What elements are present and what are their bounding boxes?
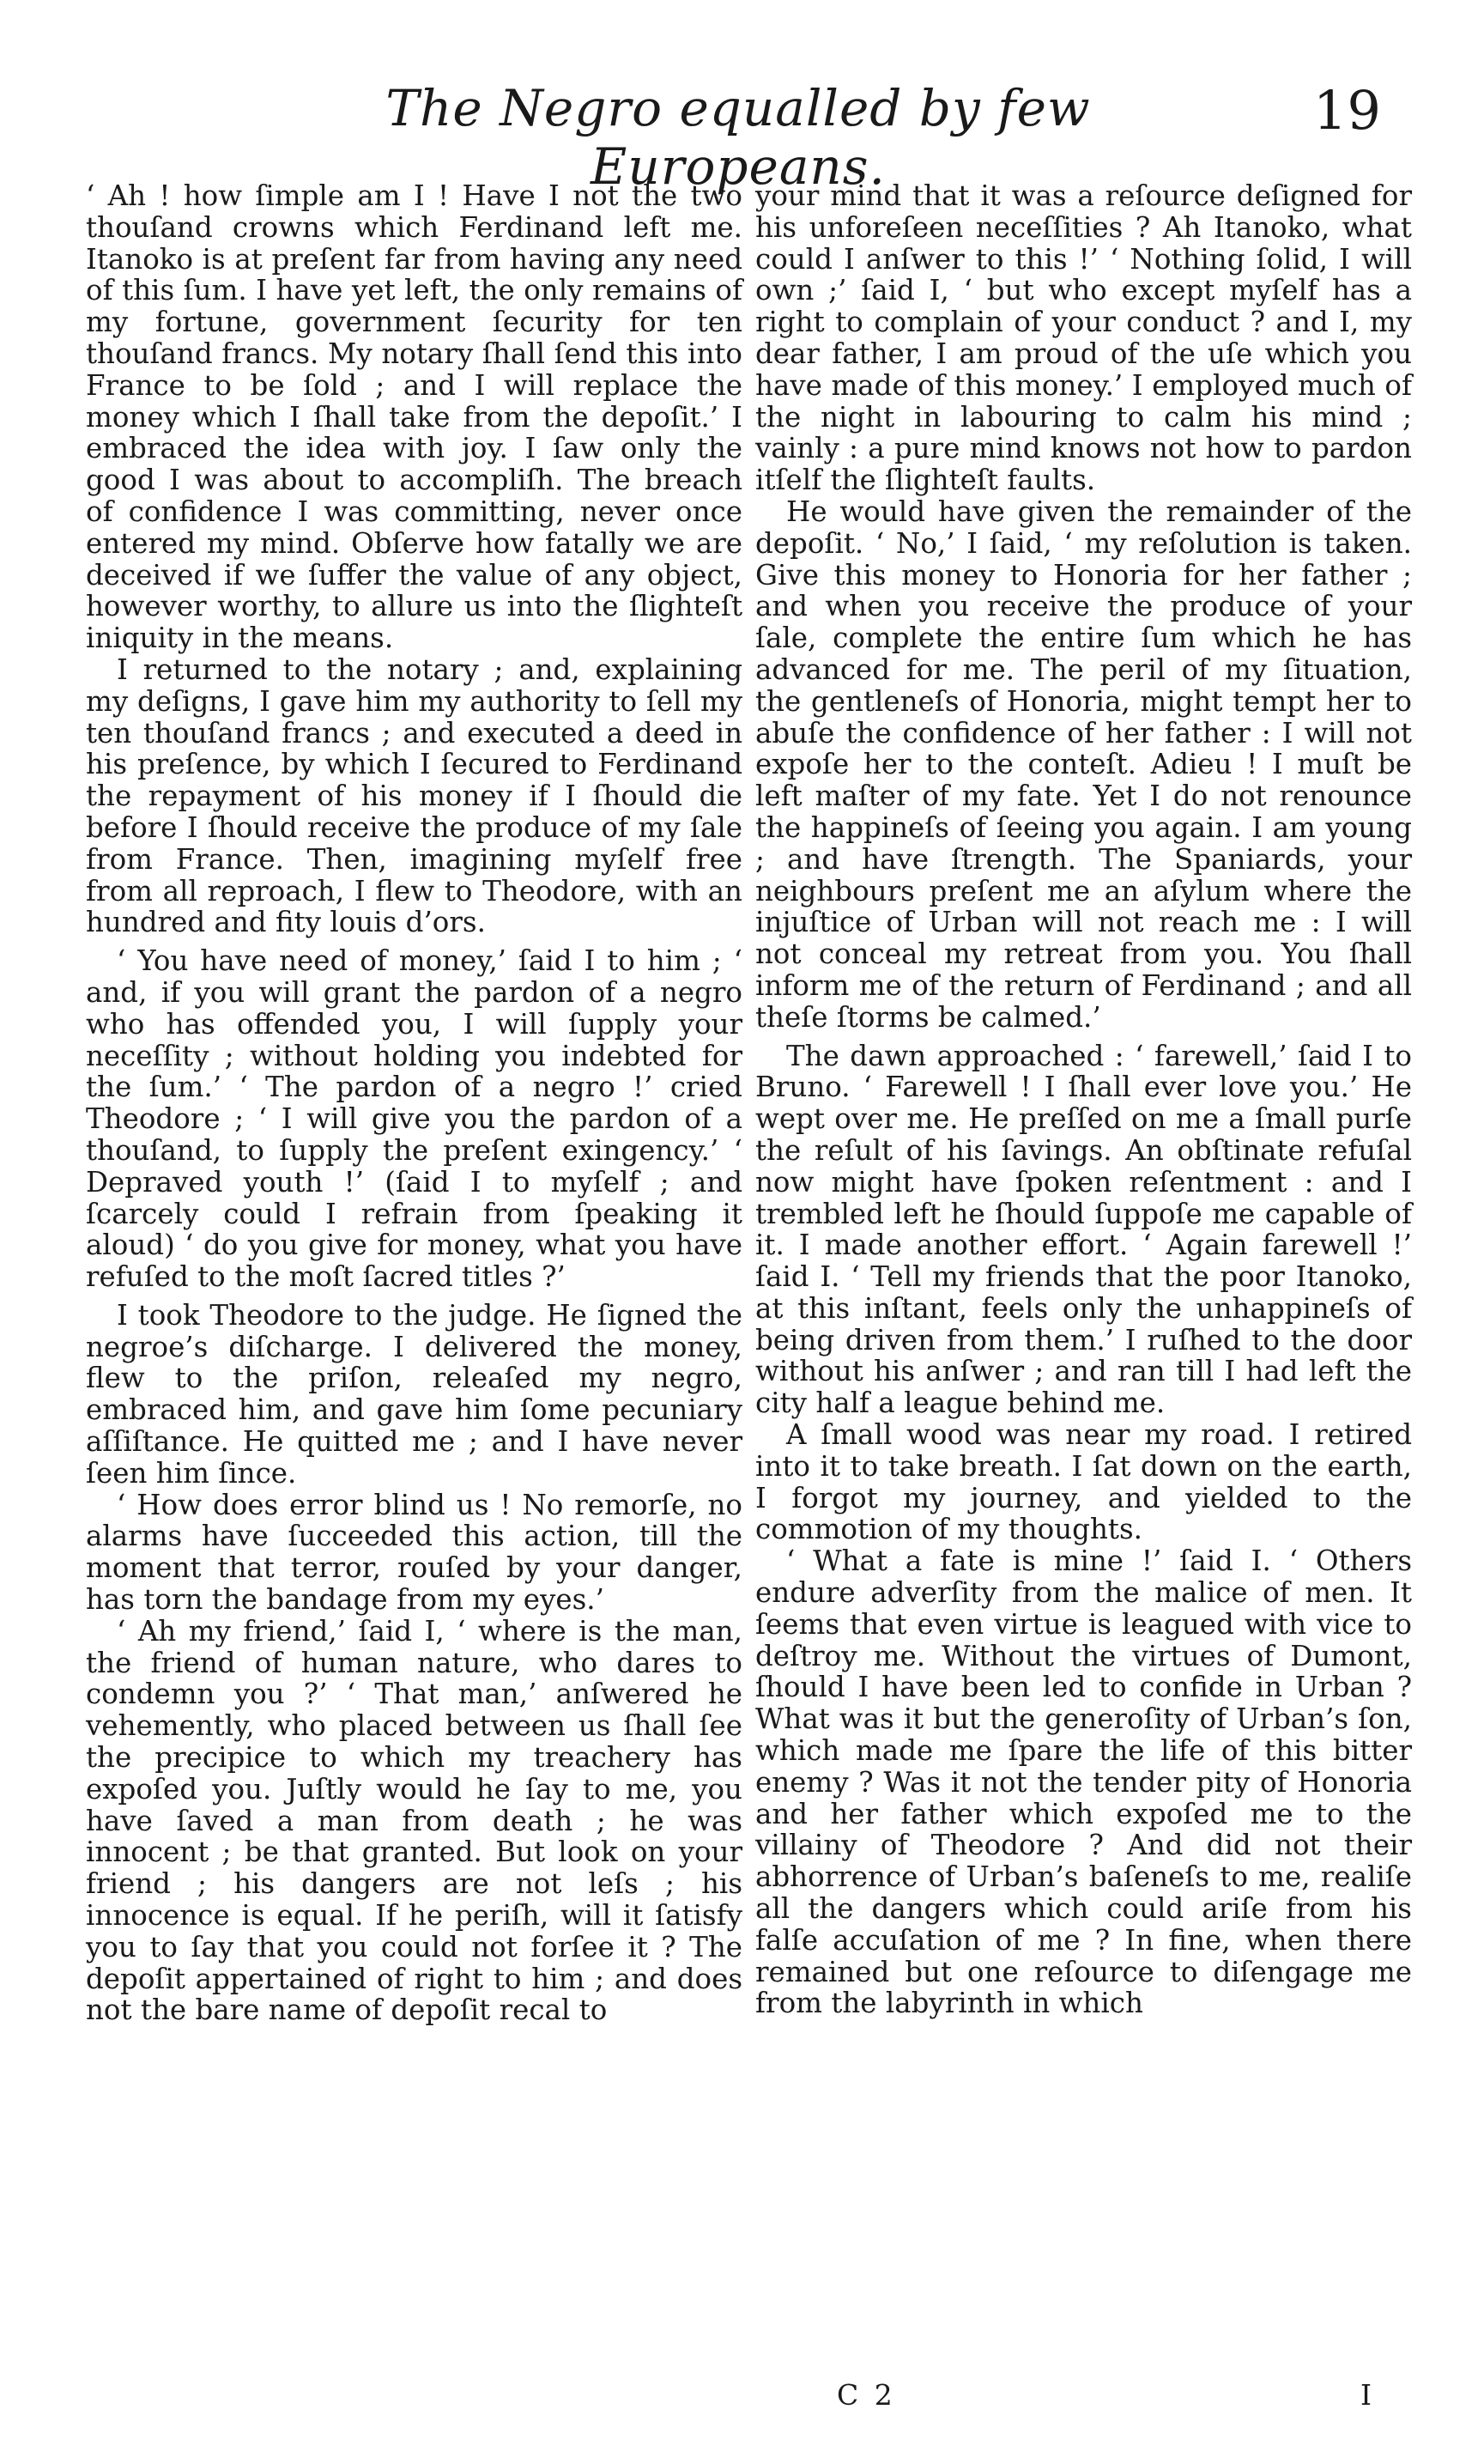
paragraph: I returned to the notary ; and, explaining my deſigns, I gave him my authority to ſell my ten thouſand francs ; and executed a deed in his preſence, by which I ſecured to Ferdinand the repayment of his money if I ſhould die before I ſhould receive the produce of my ſale from France. Then, imagining myſelf free from all reproach, I flew to Theodore, with an hundred and fity louis d’ors. xyxy=(86,652,742,939)
paragraph: A ſmall wood was near my road. I retired into it to take breath. I ſat down on the earth, I forgot my journey, and yielded to the commotion of my thoughts. xyxy=(755,1418,1412,1546)
running-title: The Negro equalled by few Europeans. xyxy=(385,79,1091,196)
paragraph: your mind that it was a reſource deſigned for his unforeſeen neceſſities ? Ah Itanoko, what could I anſwer to this !’ ‘ Nothing ſolid, I will own ;’ ſaid I, ‘ but who except myſelf has a right to complain of your conduct ? and I, my dear father, I am proud of the uſe which you have made of this money.’ I employed much of the night in labouring to calm his mind ; vainly : a pure mind knows not how to pardon itſelf the ſlighteſt faults. xyxy=(755,179,1412,497)
page-number: 19 xyxy=(1313,79,1381,142)
paragraph: I took Theodore to the judge. He ſigned the negroe’s diſcharge. I delivered the money, flew to the priſon, releaſed my negro, embraced him, and gave him ſome pecuniary aſſiſtance. He quitted me ; and I have never ſeen him ſince. xyxy=(86,1298,742,1490)
signature-mark: C 2 xyxy=(837,2378,896,2412)
paragraph: ‘ Ah ! how ſimple am I ! Have I not the two thouſand crowns which Ferdinand left me. Itanoko is at preſent far from having any need of this ſum. I have yet left, the only remains of my fortune, government ſecurity for ten thouſand francs. My notary ſhall ſend this into France to be ſold ; and I will replace the money which I ſhall take from the depoſit.’ I embraced the idea with joy. I ſaw only the good I was about to accompliſh. The breach of confidence I was committing, never once entered my mind. Obſerve how fatally we are deceived if we ſuffer the value of any object, however worthy, to allure us into the ſlighteſt iniquity in the means. xyxy=(86,179,742,655)
paragraph: ‘ How does error blind us ! No remorſe, no alarms have ſucceeded this action, till the moment that terror, rouſed by your danger, has torn the bandage from my eyes.’ xyxy=(86,1488,742,1617)
left-column xyxy=(86,180,742,2026)
right-column xyxy=(755,180,1412,2019)
paragraph: ‘ Ah my friend,’ ſaid I, ‘ where is the man, the friend of human nature, who dares to condemn you ?’ ‘ That man,’ anſwered he vehemently, who placed between us ſhall ſee the precipice to which my treachery has expoſed you. Juſtly would he ſay to me, you have ſaved a man from death ; he was innocent ; be that granted. But look on your friend ; his dangers are not leſs ; his innocence is equal. If he periſh, will it ſatisfy you to ſay that you could not forſee it ? The depoſit appertained of right to him ; and does not the bare name of depoſit recal to xyxy=(86,1614,742,2027)
catchword: I xyxy=(1360,2378,1372,2412)
paragraph: ‘ What a fate is mine !’ ſaid I. ‘ Others endure adverſity from the malice of men. It ſeems that even virtue is leagued with vice to deſtroy me. Without the virtues of Dumont, ſhould I have been led to confide in Urban ? What was it but the generoſity of Urban’s ſon, which made me ſpare the life of this bitter enemy ? Was it not the tender pity of Honoria and her father which expoſed me to the villainy of Theodore ? And did not their abhorrence of Urban’s baſeneſs to me, realiſe all the dangers which could ariſe from his falſe accuſation of me ? In fine, when there remained but one reſource to diſengage me from the labyrinth in which xyxy=(755,1545,1412,2020)
paragraph: ‘ You have need of money,’ ſaid I to him ; ‘ and, if you will grant the pardon of a negro who has offended you, I will ſupply your neceſſity ; without holding you indebted for the ſum.’ ‘ The pardon of a negro !’ cried Theodore ; ‘ I will give you the pardon of a thouſand, to ſupply the preſent exingency.’ ‘ Depraved youth !’ (ſaid I to myſelf ; and ſcarcely could I refrain from ſpeaking it aloud) ‘ do you give for money, what you have refuſed to the moſt ſacred titles ?’ xyxy=(86,944,742,1294)
paragraph: The dawn approached : ‘ farewell,’ ſaid I to Bruno. ‘ Farewell ! I ſhall ever love you.’ He wept over me. He preſſed on me a ſmall purſe the reſult of his ſavings. An obſtinate refuſal now might have ſpoken reſentment : and I trembled left he ſhould ſuppoſe me capable of it. I made another effort. ‘ Again farewell !’ ſaid I. ‘ Tell my friends that the poor Itanoko, at this inſtant, feels only the unhappineſs of being driven from them.’ I ruſhed to the door without his anſwer ; and ran till I had left the city half a league behind me. xyxy=(755,1039,1412,1420)
paragraph: He would have given the remainder of the depoſit. ‘ No,’ I ſaid, ‘ my reſolution is taken. Give this money to Honoria for her father ; and when you receive the produce of your ſale, complete the entire ſum which he has advanced for me. The peril of my ſituation, the gentleneſs of Honoria, might tempt her to abuſe the confidence of her father : I will not expoſe her to the conteſt. Adieu ! I muſt be left maſter of my fate. Yet I do not renounce the happineſs of ſeeing you again. I am young ; and have ſtrength. The Spaniards, your neighbours preſent me an aſylum where the injuſtice of Urban will not reach me : I will not conceal my retreat from you. You ſhall inform me of the return of Ferdinand ; and all theſe ſtorms be calmed.’ xyxy=(755,495,1412,1034)
